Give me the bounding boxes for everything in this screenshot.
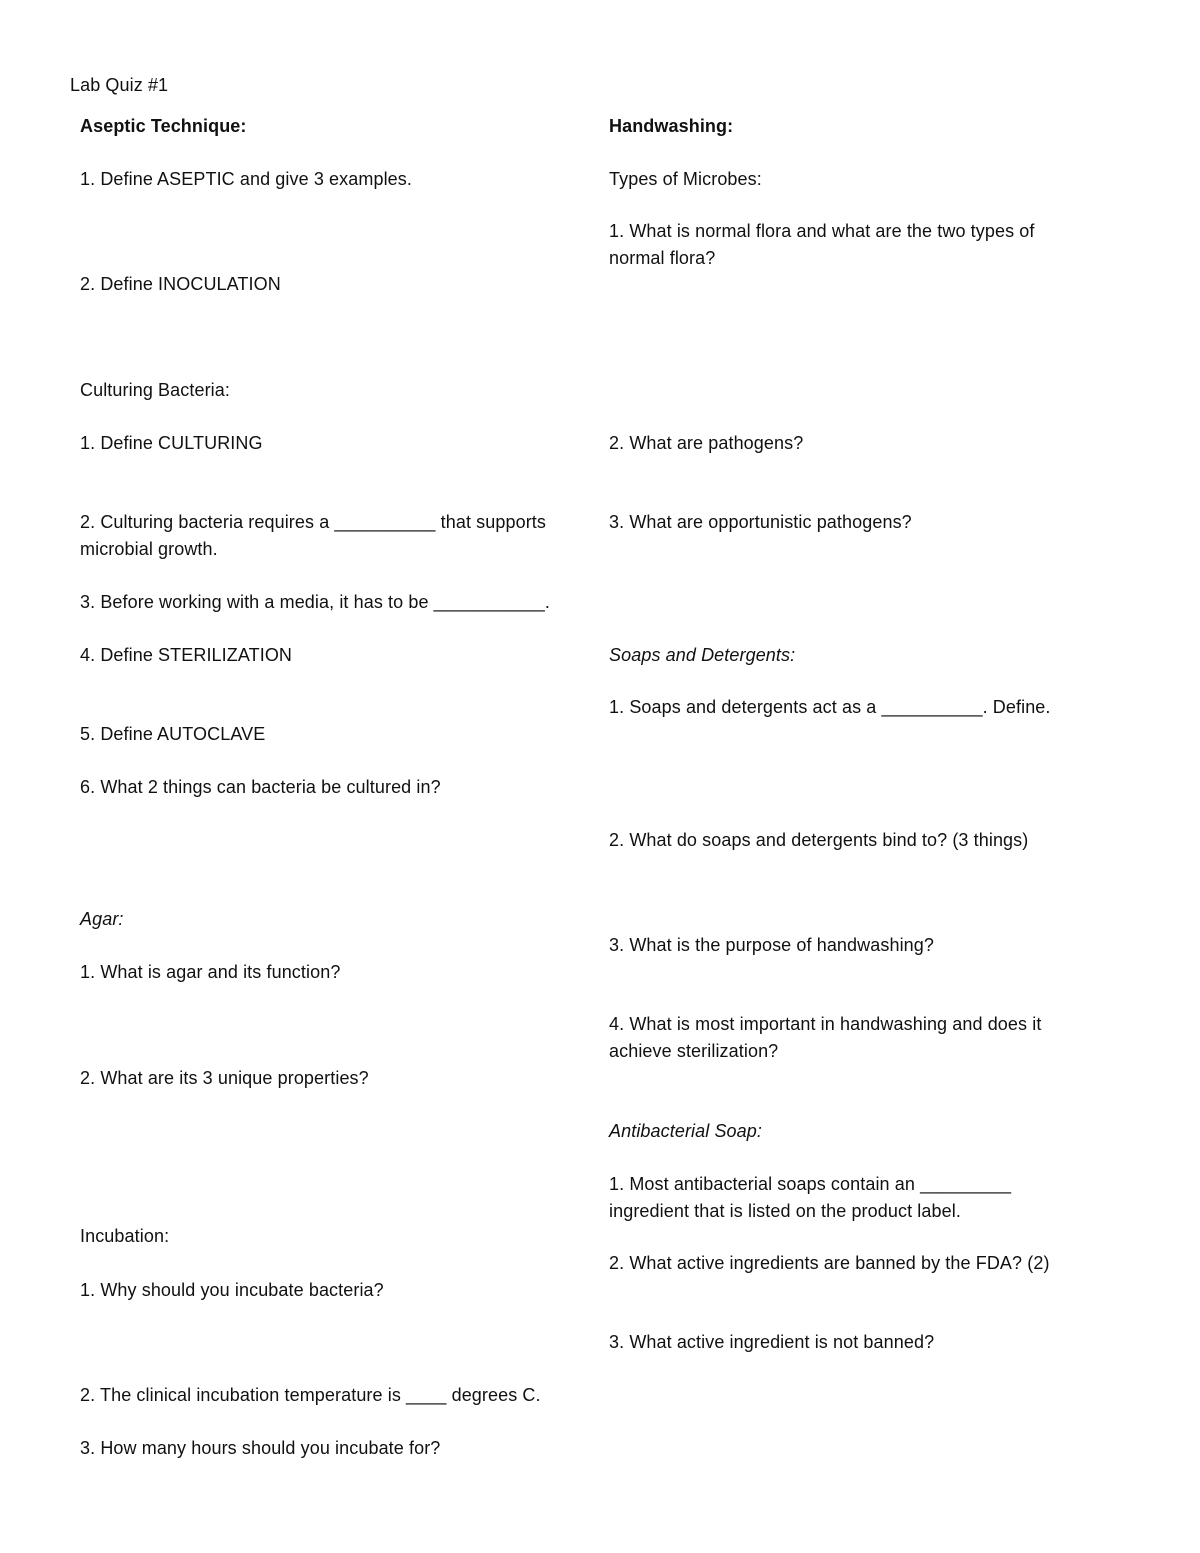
aseptic-heading: Aseptic Technique:	[80, 116, 247, 136]
antibacterial-question-1-line-1: 1. Most antibacterial soaps contain an _________	[609, 1174, 1012, 1194]
incubation-heading: Incubation:	[80, 1226, 170, 1246]
culturing-question-5: 5. Define AUTOCLAVE	[80, 724, 266, 744]
culturing-question-2-line-1: 2. Culturing bacteria requires a __________ that supports	[80, 512, 547, 532]
soaps-heading: Soaps and Detergents:	[609, 645, 796, 665]
aseptic-question-1: 1. Define ASEPTIC and give 3 examples.	[80, 169, 412, 189]
incubation-question-2: 2. The clinical incubation temperature is ____ degrees C.	[80, 1385, 541, 1405]
aseptic-question-2: 2. Define INOCULATION	[80, 274, 281, 294]
agar-question-1: 1. What is agar and its function?	[80, 962, 341, 982]
microbes-heading: Types of Microbes:	[609, 169, 762, 189]
culturing-heading: Culturing Bacteria:	[80, 380, 230, 400]
soaps-question-3: 3. What is the purpose of handwashing?	[609, 935, 935, 955]
soaps-question-4-line-2: achieve sterilization?	[609, 1041, 779, 1061]
culturing-question-3: 3. Before working with a media, it has to be ___________.	[80, 592, 550, 612]
page-title: Lab Quiz #1	[70, 75, 169, 95]
microbes-question-1-line-1: 1. What is normal flora and what are the two types of	[609, 221, 1035, 241]
soaps-question-4-line-1: 4. What is most important in handwashing and does it	[609, 1014, 1042, 1034]
antibacterial-heading: Antibacterial Soap:	[609, 1121, 762, 1141]
incubation-question-1: 1. Why should you incubate bacteria?	[80, 1280, 384, 1300]
culturing-question-6: 6. What 2 things can bacteria be cultured in?	[80, 777, 441, 797]
handwashing-heading: Handwashing:	[609, 116, 734, 136]
antibacterial-question-1-line-2: ingredient that is listed on the product label.	[609, 1201, 961, 1221]
microbes-question-2: 2. What are pathogens?	[609, 433, 804, 453]
microbes-question-1-line-2: normal flora?	[609, 248, 716, 268]
microbes-question-3: 3. What are opportunistic pathogens?	[609, 512, 912, 532]
antibacterial-question-3: 3. What active ingredient is not banned?	[609, 1332, 935, 1352]
culturing-question-4: 4. Define STERILIZATION	[80, 645, 293, 665]
antibacterial-question-2: 2. What active ingredients are banned by the FDA? (2)	[609, 1253, 1050, 1273]
soaps-question-2: 2. What do soaps and detergents bind to? (3 things)	[609, 830, 1029, 850]
soaps-question-1: 1. Soaps and detergents act as a __________. Define.	[609, 697, 1051, 717]
culturing-question-1: 1. Define CULTURING	[80, 433, 263, 453]
culturing-question-2-line-2: microbial growth.	[80, 539, 218, 559]
agar-heading: Agar:	[80, 909, 124, 929]
agar-question-2: 2. What are its 3 unique properties?	[80, 1068, 369, 1088]
incubation-question-3: 3. How many hours should you incubate for?	[80, 1438, 441, 1458]
